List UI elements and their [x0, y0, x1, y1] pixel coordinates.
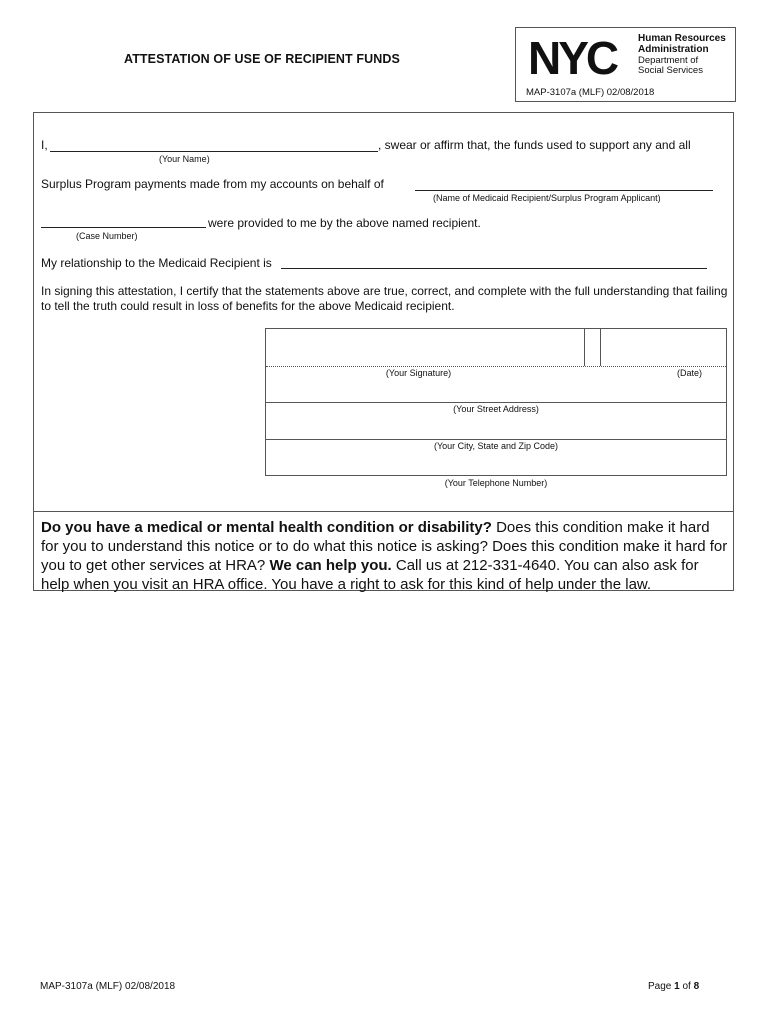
city-state-zip-field[interactable] — [266, 416, 726, 438]
swear-text: , swear or affirm that, the funds used to support any and all — [378, 138, 691, 152]
notice-text-1: Does this condition make it hard for you to understand this notice or to do what this notice is asking? Does this condition make it hard for you to get other services at HRA? — [41, 519, 728, 574]
section-divider — [33, 511, 734, 512]
nyc-logo-icon — [528, 36, 632, 78]
signature-label: (Your Signature) — [385, 368, 452, 378]
recipient-name-field[interactable] — [415, 190, 713, 191]
city-state-zip-label: (Your City, State and Zip Code) — [433, 441, 559, 451]
date-divider-1 — [584, 329, 585, 366]
disability-notice — [41, 518, 731, 594]
street-address-field[interactable] — [266, 379, 726, 401]
surplus-text: Surplus Program payments made from my accounts on behalf of — [41, 177, 384, 191]
i-prefix: I, — [41, 138, 48, 152]
notice-question: Do you have a medical or mental health condition or disability? — [41, 519, 492, 536]
agency-logo-box — [515, 27, 736, 102]
signature-field[interactable] — [266, 329, 584, 366]
signature-block — [265, 328, 727, 476]
relationship-field[interactable] — [281, 268, 707, 269]
provided-text: were provided to me by the above named recipient. — [208, 216, 481, 230]
your-name-field[interactable] — [50, 151, 378, 152]
agency-name — [638, 33, 726, 55]
agency-line-1: Human Resources — [638, 33, 726, 44]
page-prefix: Page — [648, 981, 675, 992]
relationship-text: My relationship to the Medicaid Recipient is — [41, 256, 272, 270]
your-name-label: (Your Name) — [159, 154, 210, 164]
telephone-label: (Your Telephone Number) — [444, 478, 548, 488]
street-address-label: (Your Street Address) — [453, 404, 539, 414]
case-number-label: (Case Number) — [76, 231, 138, 241]
agency-line-4: Social Services — [638, 65, 703, 76]
date-field[interactable] — [601, 329, 727, 366]
case-number-field[interactable] — [41, 227, 206, 228]
date-label: (Date) — [676, 368, 702, 378]
notice-text-2: Call us at 212-331-4640. You can also ask for help when you visit an HRA office. You have a right to ask for this kind of help under the law. — [41, 557, 699, 593]
page-number — [648, 981, 699, 992]
street-row-line — [266, 402, 726, 403]
page-title: ATTESTATION OF USE OF RECIPIENT FUNDS — [124, 52, 400, 66]
agency-line-3: Department of — [638, 55, 699, 66]
notice-help: We can help you. — [269, 557, 392, 574]
page-current: 1 — [674, 981, 680, 992]
nyc-logo-text: NYC — [528, 36, 617, 78]
recipient-name-label: (Name of Medicaid Recipient/Surplus Program Applicant) — [433, 193, 661, 203]
city-row-line — [266, 439, 726, 440]
page-total: 8 — [693, 981, 700, 992]
department-name — [638, 56, 703, 76]
signature-row-line — [266, 366, 726, 367]
footer-form-code: MAP-3107a (MLF) 02/08/2018 — [40, 981, 176, 992]
form-code-header: MAP-3107a (MLF) 02/08/2018 — [526, 87, 655, 98]
certify-paragraph: In signing this attestation, I certify that the statements above are true, correct, and complete with the full understanding that failing to tell the truth could result in loss of benefits for the above Medicaid recipient. — [41, 284, 728, 313]
page-of: of — [679, 981, 694, 992]
agency-line-2: Administration — [638, 44, 709, 55]
